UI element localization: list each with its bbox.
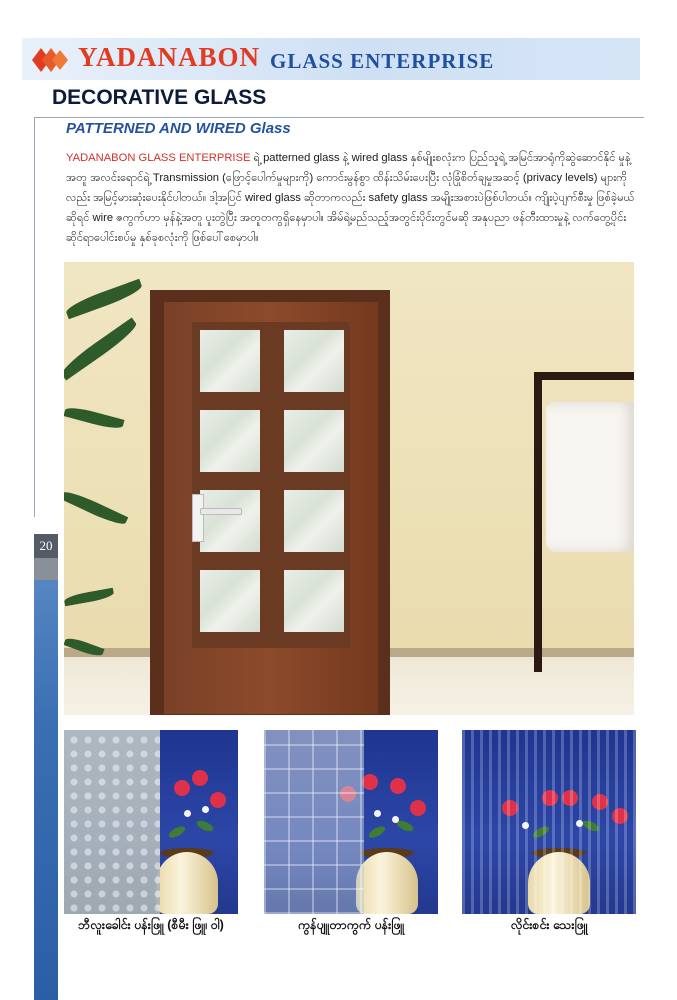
sample-patterned-glass <box>64 730 238 914</box>
plant-leaf <box>64 488 128 528</box>
room-door-photo <box>64 262 634 715</box>
side-color-strip <box>34 534 58 1000</box>
sample-grid-glass <box>264 730 438 914</box>
plant-leaf <box>64 404 125 431</box>
flower <box>210 792 226 808</box>
glass-pane <box>284 330 344 392</box>
glass-pane <box>200 410 260 472</box>
plant-leaf <box>64 588 114 607</box>
glass-texture <box>64 730 160 914</box>
glass-pane <box>284 570 344 632</box>
glass-pane <box>284 490 344 552</box>
glass-pane <box>284 410 344 472</box>
glass-texture <box>264 730 364 914</box>
sample-caption: ဘီလူးခေါင်း ပန်းဖြူ (စီမီး ဖြူ၊ ဝါ) <box>78 918 224 932</box>
flower <box>410 800 426 816</box>
page-number-underbar <box>34 558 58 580</box>
divider-line <box>34 117 644 118</box>
brand-subtitle: GLASS ENTERPRISE <box>270 49 495 73</box>
rack-bar <box>534 372 634 380</box>
vase <box>356 852 418 914</box>
plant-leaf <box>64 317 140 380</box>
page-number: 20 <box>34 534 58 558</box>
plant-leaf <box>64 279 144 320</box>
flower <box>362 774 378 790</box>
section-title: DECORATIVE GLASS <box>52 86 267 109</box>
glass-pane <box>200 570 260 632</box>
rack-post <box>534 372 542 672</box>
description-paragraph <box>66 148 636 248</box>
glass-pane <box>200 330 260 392</box>
clothes-rack <box>534 372 634 672</box>
sample-caption: လိုင်းစင်း သေးဖြူ <box>510 918 588 932</box>
glass-texture <box>462 730 636 914</box>
flower <box>390 778 406 794</box>
flower <box>174 780 190 796</box>
hanging-shirt <box>546 402 634 552</box>
company-logo-icon <box>30 44 70 76</box>
door-handle-plate <box>192 494 204 542</box>
brand-name: YADANABON <box>78 42 261 72</box>
description-text: ရဲ့ patterned glass နဲ့ wired glass နှစ်မျိုးစလုံးက ပြည်သူရဲ့ အမြင်အာရုံကိုဆွဲဆောင်နိုင် မှုနဲ့အတူ အလင်းရောင်ရဲ့ Transmission (ဖြောင့်ပေါက်မှုများကို) ကောင်းမွန်စွာ ထိန်းသိမ်းပေးပြီး လုံခြုံစိတ်ချမှုအဆင့် (privacy levels) များကိုလည်း အမြင့်မားဆုံးပေးနိုင်ပါတယ်။ ဒါ့အပြင် wired glass ဆိုတာကလည်း safety glass အမျိုးအစားပဲဖြစ်ပါတယ်။ ကျိုးပဲ့ပျက်စီးမှု ဖြစ်ခဲ့မယ်ဆိုရင် wire ဇကွက်ဟာ မှန်နဲ့အတူ ပူးတွဲပြီး အတူတကွရှိနေမှာပါ။ အိမ်ရဲ့မည်သည့်အတွင်းပိုင်းတွင်မဆို အနုပညာ ဖန်တီးထားမှုနဲ့ လက်တွေ့ပိုင်းဆိုင်ရာပေါင်းစပ်မှု နှစ်ခုစလုံးကို ဖြစ်ပေါ်စေမှာပါ။ <box>66 152 635 244</box>
sub-title: PATTERNED AND WIRED Glass <box>66 120 291 137</box>
sample-lined-glass <box>462 730 636 914</box>
door-handle-lever <box>200 508 242 515</box>
brand-highlight: YADANABON GLASS ENTERPRISE <box>66 152 251 164</box>
flower <box>192 770 208 786</box>
divider-line-vertical <box>34 117 35 517</box>
glass-pane <box>200 490 260 552</box>
vase <box>156 852 218 914</box>
sample-caption: ကွန်ပျူတာကွက် ပန်းဖြူ <box>297 918 405 932</box>
